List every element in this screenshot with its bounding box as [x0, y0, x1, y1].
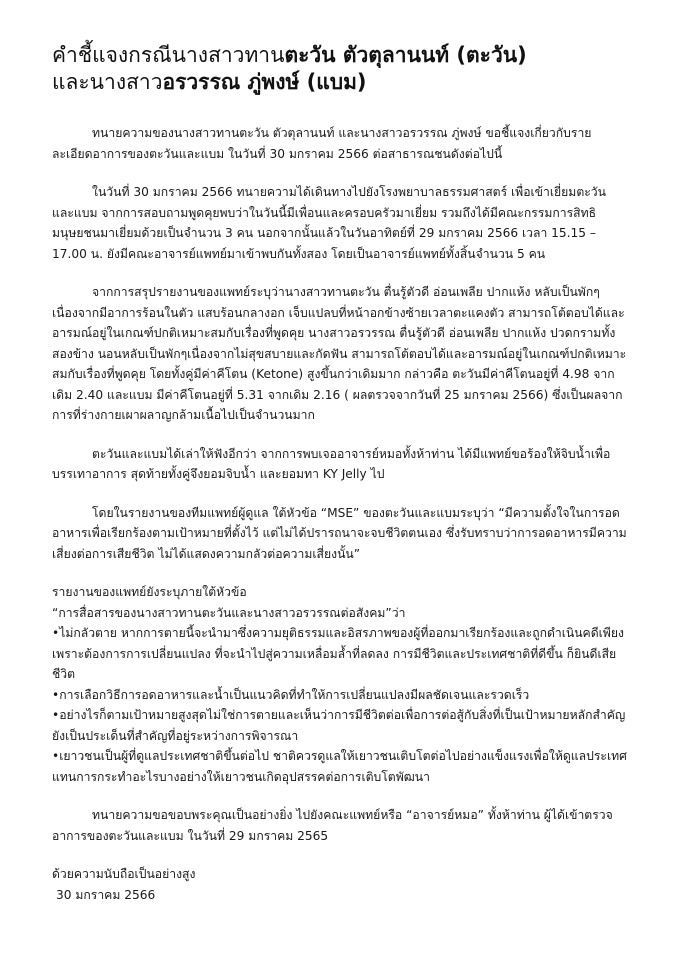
- paragraph-water: ตะวันและแบมได้เล่าให้ฟังอีกว่า จากการพบเจออาจารย์หมอทั้งห้าท่าน ได้มีแพทย์ขอร้องให้จิบน้ำเพื่อบรรเทาอาการ สุดท้ายทั้งคู่จึงยอมจิบน้ำ และยอมทา KY Jelly ไป: [52, 446, 611, 481]
- paragraph-visit: ในวันที่ 30 มกราคม 2566 ทนายความได้เดินทางไปยังโรงพยาบาลธรรมศาสตร์ เพื่อเข้าเยี่ยมตะวันและแบม จากการสอบถามพูดคุยพบว่าในวันนี้มีเพื่อนและครอบครัวมาเยี่ยม รวมถึงได้มีคณะกรรมการสิทธิมนุษยชนมาเยี่ยมด้วยเป็นจำนวน 3 คน นอกจากนั้นแล้วในวันอาทิตย์ที่ 29 มกราคม 2566 เวลา 15.15 – 17.00 น. ยังมีคณะอาจารย์แพทย์มาเข้าพบกันทั้งสอง โดยเป็นอาจารย์แพทย์ทั้งสิ้นจำนวน 5 คน: [52, 185, 606, 261]
- title-line2-prefix: และนางสาว: [52, 70, 163, 94]
- closing-regards: ด้วยความนับถือเป็นอย่างสูง: [52, 867, 196, 881]
- report-heading: “การสื่อสารของนางสาวทานตะวันและนางสาวอรวรรณต่อสังคม”ว่า: [52, 605, 406, 620]
- report-bullet: •อย่างไรก็ตามเป้าหมายสูงสุดไม่ใช่การตายและเห็นว่าการมีชีวิตต่อเพื่อการต่อสู้กับสิ่งที่เป็นเป้าหมายหลักสำคัญยังเป็นประเด็นที่สำคัญที่อยู่ระหว่างการพิจารณา: [52, 708, 626, 743]
- title-line1-prefix: คำชี้แจงกรณีนางสาวทาน: [52, 43, 285, 67]
- title-line1-bold: ตะวัน ตัวตุลานนท์ (ตะวัน): [284, 43, 527, 67]
- report-intro: รายงานของแพทย์ยังระบุภายใต้หัวข้อ: [52, 585, 247, 599]
- paragraph-medical-summary: จากการสรุปรายงานของแพทย์ระบุว่านางสาวทานตะวัน ตื่นรู้ตัวดี อ่อนเพลีย ปากแห้ง หลับเป็นพักๆ เนื่องจากมีอาการร้อนในตัว แสบร้อนกลางอก เจ็บแปลบที่หน้าอกข้างซ้ายเวลาตะแคงตัว สามารถโต้ตอบได้และอารมณ์อยู่ในเกณฑ์ปกติเหมาะสมกับเรื่องที่พูดคุย นางสาวอรวรรณ ตื่นรู้ตัวดี อ่อนเพลีย ปากแห้ง ปวดกรามทั้งสองข้าง นอนหลับเป็นพักๆเนื่องจากไม่สุขสบายและกัดฟัน สามารถโต้ตอบได้และอารมณ์อยู่ในเกณฑ์ปกติเหมาะสมกับเรื่องที่พูดคุย โดยทั้งคู่มีค่าคีโตน (Ketone) สูงขึ้นกว่าเดิมมาก กล่าวคือ ตะวันมีค่าคีโตนอยู่ที่ 4.98 จากเดิม 2.40 และแบม มีค่าคีโตนอยู่ที่ 5.31 จากเดิม 2.16 ( ผลตรวจจากวันที่ 25 มกราคม 2566) ซึ่งเป็นผลจากการที่ร่างกายเผาผลาญกล้ามเนื้อไปเป็นจำนวนมาก: [52, 285, 627, 422]
- report-bullet: •เยาวชนเป็นผู้ที่ดูแลประเทศชาติขึ้นต่อไป ชาติควรดูแลให้เยาวชนเติบโตต่อไปอย่างแข็งแรงเพื่อให้ดูแลประเทศ แทนการกระทำอะไรบางอย่างให้เยาวชนเกิดอุปสรรคต่อการเติบโตพัฒนา: [52, 749, 627, 784]
- paragraph-mse: โดยในรายงานของทีมแพทย์ผู้ดูแล ใต้หัวข้อ “MSE” ของตะวันและแบมระบุว่า “มีความตั้งใจในการอดอาหารเพื่อเรียกร้องตามเป้าหมายที่ตั้งไว้ แต่ไม่ได้ปรารถนาจะจบชีวิตตนเอง ซึ่งรับทราบว่าการอดอาหารมีความเสี่ยงต่อการเสียชีวิต ไม่ได้แสดงความกลัวต่อความเสี่ยงนั้น”: [52, 505, 627, 561]
- title-line2-bold: อรวรรณ ภู่พงษ์ (แบม): [162, 70, 367, 94]
- report-bullet: •ไม่กลัวตาย หากการตายนี้จะนำมาซึ่งความยุติธรรมและอิสรภาพของผู้ที่ออกมาเรียกร้องและถูกดำเนินคดีเพียงเพราะต้องการการเปลี่ยนแปลง ที่จะนำไปสู่ความเหลื่อมล้ำที่ลดลง การมีชีวิตและประเทศชาติที่ดีขึ้น ก็ยินดีเสียชีวิต: [52, 626, 624, 681]
- report-section: [52, 582, 627, 787]
- paragraph-intro: ทนายความของนางสาวทานตะวัน ตัวตุลานนท์ และนางสาวอรวรรณ ภู่พงษ์ ขอชี้แจงเกี่ยวกับรายละเอียดอาการของตะวันและแบม ในวันที่ 30 มกราคม 2566 ต่อสาธารณชนดังต่อไปนี้: [52, 126, 592, 161]
- paragraph-thanks: ทนายความขอขอบพระคุณเป็นอย่างยิ่ง ไปยังคณะแพทย์หรือ “อาจารย์หมอ” ทั้งห้าท่าน ผู้ได้เข้าตรวจอาการของตะวันและแบม ในวันที่ 29 มกราคม 2565: [52, 808, 613, 843]
- report-bullet: •การเลือกวิธีการอดอาหารและน้ำเป็นแนวคิดที่ทำให้การเปลี่ยนแปลงมีผลชัดเจนและรวดเร็ว: [52, 687, 530, 702]
- document-title: [52, 42, 627, 96]
- closing-date: 30 มกราคม 2566: [56, 887, 156, 902]
